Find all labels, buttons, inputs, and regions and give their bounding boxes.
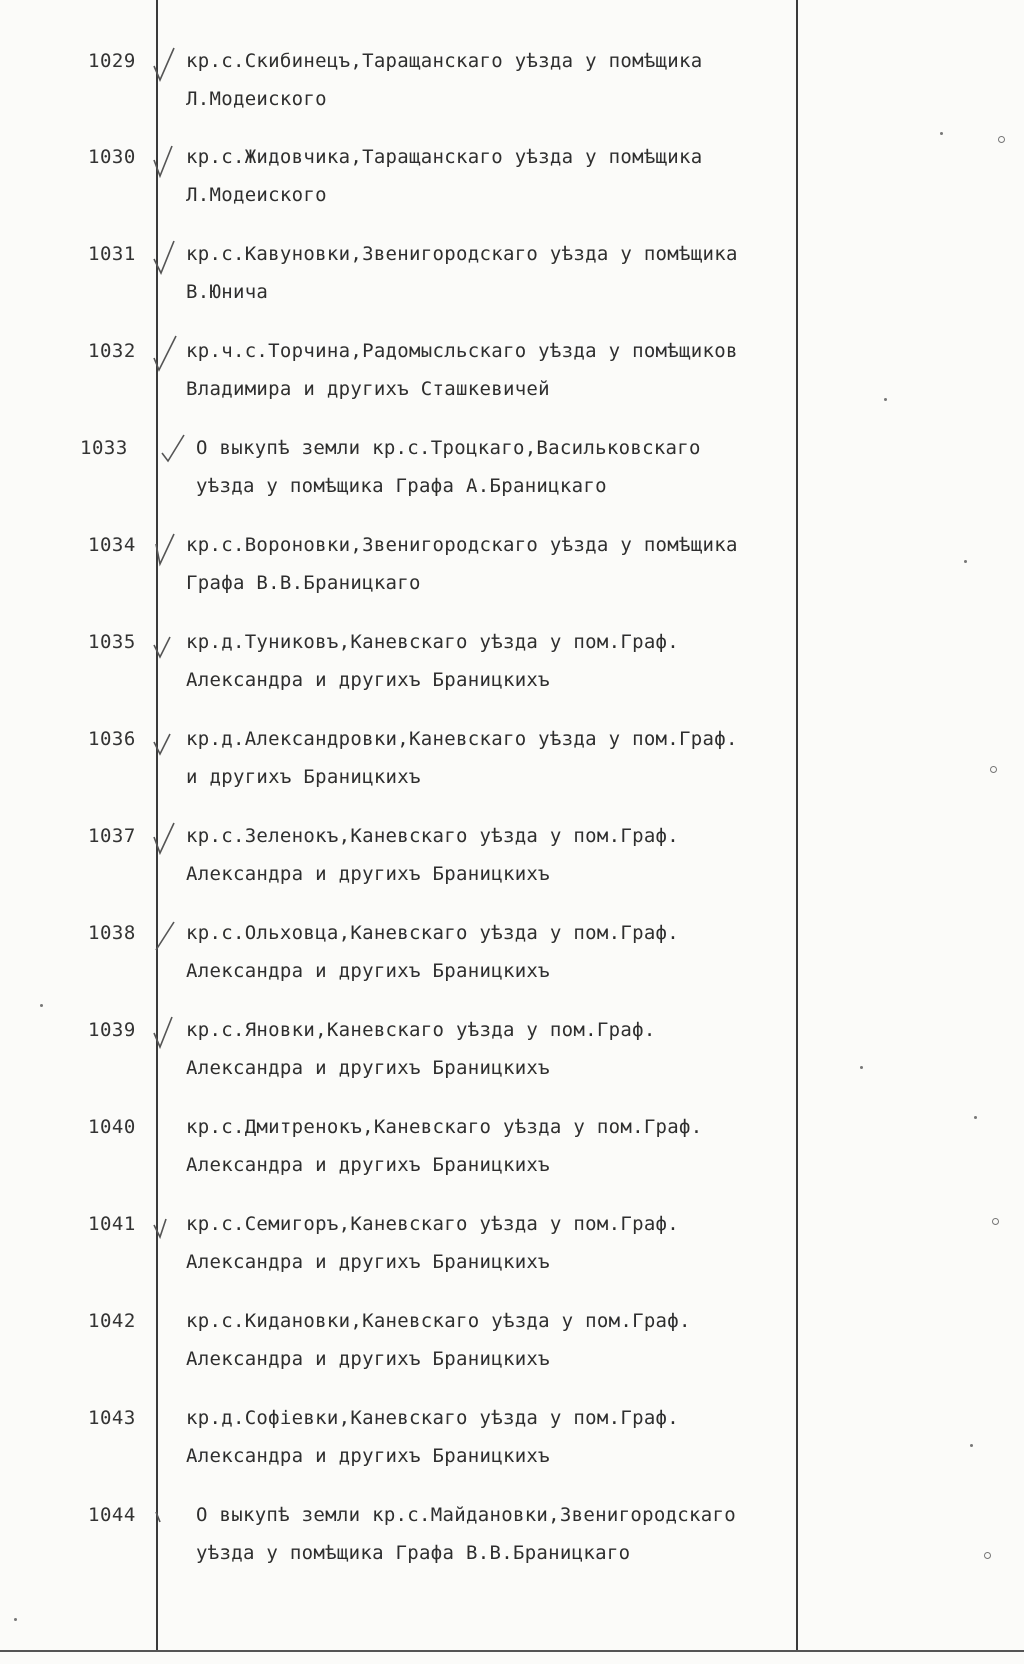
entry-text-line-1: кр.с.Ольховца,Каневскаго уѣзда у пом.Граф.	[186, 922, 680, 944]
entry-number: 1032	[88, 340, 136, 362]
entry-1037	[0, 825, 1024, 921]
check-mark-icon	[152, 528, 182, 568]
entry-number: 1042	[88, 1310, 136, 1332]
entry-text-line-1: кр.с.Кидановки,Каневскаго уѣзда у пом.Граф.	[186, 1310, 691, 1332]
entry-1030	[0, 146, 1024, 242]
entry-text-line-2: Александра и другихъ Браницкихъ	[186, 863, 550, 885]
check-mark-icon	[152, 625, 182, 665]
entry-1031	[0, 243, 1024, 339]
entry-text-line-2: В.Юнича	[186, 281, 269, 303]
entry-number: 1043	[88, 1407, 136, 1429]
entry-text-line-1: кр.с.Кавуновки,Звенигородскаго уѣзда у помѣщика	[186, 243, 738, 265]
entry-number: 1044	[88, 1504, 136, 1526]
entry-text-line-1: кр.д.Александровки,Каневскаго уѣзда у пом.Граф.	[186, 728, 738, 750]
scan-speck	[984, 1552, 991, 1559]
entry-number: 1030	[88, 146, 136, 168]
entry-text-line-1: кр.с.Скибинецъ,Таращанскаго уѣзда у помѣщика	[186, 50, 703, 72]
entry-text-line-2: и другихъ Браницкихъ	[186, 766, 421, 788]
entry-text-line-2: Владимира и другихъ Сташкевичей	[186, 378, 550, 400]
scan-speck	[990, 766, 997, 773]
check-mark-icon	[160, 431, 190, 471]
entry-1043	[0, 1407, 1024, 1503]
entry-text-line-1: кр.с.Жидовчика,Таращанскаго уѣзда у помѣщика	[186, 146, 703, 168]
entry-text-line-2: Л.Модеиского	[186, 88, 327, 110]
bottom-rule	[0, 1650, 1024, 1652]
entry-number: 1034	[88, 534, 136, 556]
entry-1036	[0, 728, 1024, 824]
scan-speck	[974, 1116, 977, 1119]
entry-number: 1037	[88, 825, 136, 847]
entry-number: 1031	[88, 243, 136, 265]
scan-speck	[40, 1004, 43, 1007]
entry-1035	[0, 631, 1024, 727]
entry-text-line-1: кр.д.Туниковъ,Каневскаго уѣзда у пом.Граф.	[186, 631, 680, 653]
scan-speck	[970, 1444, 973, 1447]
scan-speck	[992, 1218, 999, 1225]
entry-text-line-2: Александра и другихъ Браницкихъ	[186, 1057, 550, 1079]
entry-text-line-1: кр.с.Яновки,Каневскаго уѣзда у пом.Граф.	[186, 1019, 656, 1041]
entry-1041	[0, 1213, 1024, 1309]
entry-number: 1029	[88, 50, 136, 72]
entry-text-line-2: Александра и другихъ Браницкихъ	[186, 1348, 550, 1370]
check-mark-icon	[152, 722, 182, 762]
entry-1029	[0, 50, 1024, 146]
entry-text-line-2: Александра и другихъ Браницкихъ	[186, 1154, 550, 1176]
entry-text-line-1: кр.с.Зеленокъ,Каневскаго уѣзда у пом.Граф.	[186, 825, 680, 847]
check-mark-icon	[152, 140, 182, 180]
scan-speck	[860, 1066, 863, 1069]
scan-speck	[964, 560, 967, 563]
entry-number: 1033	[80, 437, 128, 459]
entry-text-line-2: Графа В.В.Браницкаго	[186, 572, 421, 594]
entry-text-line-2: Александра и другихъ Браницкихъ	[186, 1251, 550, 1273]
entry-text-line-1: кр.д.Софіевки,Каневскаго уѣзда у пом.Граф.	[186, 1407, 680, 1429]
entry-text-line-2: уѣзда у помѣщика Графа А.Браницкаго	[196, 475, 607, 497]
entry-1033	[0, 437, 1024, 533]
entry-1042	[0, 1310, 1024, 1406]
check-mark-icon	[152, 1498, 182, 1538]
entry-number: 1035	[88, 631, 136, 653]
entry-number: 1041	[88, 1213, 136, 1235]
entry-text-line-2: уѣзда у помѣщика Графа В.В.Браницкаго	[196, 1542, 631, 1564]
entry-number: 1039	[88, 1019, 136, 1041]
check-mark-icon	[152, 1207, 182, 1247]
scan-speck	[884, 398, 887, 401]
check-mark-icon	[152, 819, 182, 859]
entry-number: 1038	[88, 922, 136, 944]
entry-text-line-2: Л.Модеиского	[186, 184, 327, 206]
check-mark-icon	[152, 237, 182, 277]
scan-speck	[940, 132, 943, 135]
scan-speck	[998, 136, 1005, 143]
entry-1039	[0, 1019, 1024, 1115]
entry-1044	[0, 1504, 1024, 1600]
check-mark-icon	[152, 1013, 182, 1053]
entry-text-line-1: кр.с.Дмитренокъ,Каневскаго уѣзда у пом.Граф.	[186, 1116, 703, 1138]
check-mark-icon	[152, 916, 182, 956]
entry-text-line-1: кр.ч.с.Торчина,Радомысльскаго уѣзда у помѣщиков	[186, 340, 738, 362]
scan-speck	[14, 1618, 17, 1621]
entry-1032	[0, 340, 1024, 436]
entry-text-line-2: Александра и другихъ Браницкихъ	[186, 1445, 550, 1467]
entry-text-line-2: Александра и другихъ Браницкихъ	[186, 669, 550, 691]
check-mark-icon	[152, 334, 182, 374]
entry-text-line-1: кр.с.Семигоръ,Каневскаго уѣзда у пом.Граф.	[186, 1213, 680, 1235]
entry-text-line-2: Александра и другихъ Браницкихъ	[186, 960, 550, 982]
entry-1038	[0, 922, 1024, 1018]
entry-number: 1040	[88, 1116, 136, 1138]
entry-1040	[0, 1116, 1024, 1212]
entry-text-line-1: О выкупѣ земли кр.с.Троцкаго,Васильковскаго	[196, 437, 701, 459]
entry-text-line-1: кр.с.Вороновки,Звенигородскаго уѣзда у помѣщика	[186, 534, 738, 556]
check-mark-icon	[152, 44, 182, 84]
entry-text-line-1: О выкупѣ земли кр.с.Майдановки,Звенигородскаго	[196, 1504, 736, 1526]
entry-number: 1036	[88, 728, 136, 750]
entry-1034	[0, 534, 1024, 630]
